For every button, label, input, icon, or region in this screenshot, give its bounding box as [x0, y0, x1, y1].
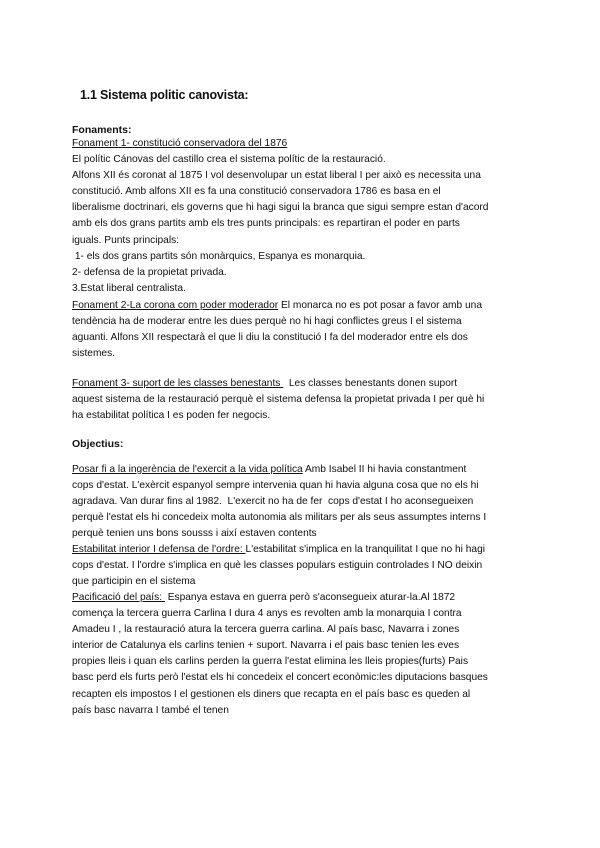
- paragraph-line: Amadeu I , la restauració atura la tercera guerra carlina. Al país basc, Navarra i zones: [72, 624, 460, 636]
- paragraph-line: cops d'estat. I l'ordre s'implica en què les classes populars estiguin controlades I NO deixin: [72, 560, 483, 572]
- objectius-heading: Objectius:: [72, 438, 124, 450]
- paragraph-text: Amb Isabel II hi havia constantment: [302, 464, 467, 475]
- paragraph-line: recapten els impostos I el gestionen els diners que recapta en el país basc es queden al: [72, 688, 471, 700]
- paragraph-line: ha estabilitat política I es poden fer negocis.: [72, 410, 271, 422]
- paragraph-line: constitució. Amb alfons XII es fa una constitució conservadora 1786 es basa en el: [72, 186, 441, 198]
- fonament-1-section: [72, 136, 532, 297]
- fonament-2-section: [72, 298, 532, 362]
- paragraph-line: amb els dos grans partits amb els tres punts principals: es repartiran el poder en parts: [72, 218, 460, 230]
- paragraph-line: sistemes.: [72, 348, 116, 360]
- paragraph-text: Espanya estava en guerra però s'aconsegueix aturar-la.Al 1872: [164, 592, 456, 603]
- paragraph-line: perquè l'estat els hi concedeix molta autonomia als militars per als seus assumptes interns I: [72, 512, 487, 524]
- fonament-3-section: [72, 376, 532, 424]
- paragraph-line: liberalisme doctrinari, els governs que hi hagi sigui la branca que sigui sempre estan d'acord: [72, 202, 489, 214]
- paragraph-line: propies lleis i quan els carlins perden la guerra l'estat elimina les lleis propies(furts) Pais: [72, 656, 469, 668]
- paragraph-line: 2- defensa de la propietat privada.: [72, 266, 227, 278]
- paragraph-line: interior de Catalunya els carlins tenien + suport. Navarra i el pais basc tenien les eves: [72, 640, 460, 652]
- objectiu-3-title: Pacificació del país:: [72, 592, 165, 603]
- paragraph-line: agradava. Van durar fins al 1982. L'exercit no ha de fer cops d'estat I ho aconsegueixen: [72, 496, 474, 508]
- paragraph-line: Alfons XII és coronat al 1875 I vol desenvolupar un estat liberal I per això es necessita una: [72, 170, 481, 182]
- paragraph-line: país basc navarra I també el tenen: [72, 704, 229, 716]
- objectiu-2-section: [72, 542, 532, 590]
- paragraph-line: El polític Cánovas del castillo crea el sistema polític de la restauració.: [72, 154, 386, 166]
- paragraph-text: El monarca no es pot posar a favor amb una: [278, 300, 483, 311]
- paragraph-line: aguanti. Alfons XII respectarà el que li diu la constitució I fa del moderador entre els dos: [72, 332, 468, 344]
- paragraph-line: basc perd els furts però l'estat els hi concedeix el concert econòmic:les diputacions basques: [72, 672, 488, 684]
- objectiu-3-section: [72, 590, 532, 719]
- fonament-2-title: Fonament 2-La corona com poder moderador: [72, 300, 279, 311]
- objectiu-1-section: [72, 462, 532, 542]
- paragraph-line: que participin en el sistema: [72, 576, 196, 588]
- paragraph-line: perquè tenien uns bons sousss i així estaven contents: [72, 528, 317, 540]
- fonament-1-title: Fonament 1- constitució conservadora del 1876: [72, 138, 288, 149]
- paragraph-line: comença la tercera guerra Carlina I dura 4 anys es revolten amb la monarquia I contra: [72, 608, 462, 620]
- paragraph-line: cops d'estat. L'exèrcit espanyol sempre intervenia quan hi havia alguna cosa que no els hi: [72, 480, 479, 492]
- paragraph-line: tendència ha de moderar entre les dues perquè no hi hagi conflictes greus I el sistema: [72, 316, 462, 328]
- fonaments-heading: Fonaments:: [72, 124, 132, 136]
- paragraph-text: L'estabilitat s'implica en la tranquilitat I que no hi hagi: [245, 544, 486, 555]
- objectiu-2-title: Estabilitat interior I defensa de l'ordre:: [72, 544, 246, 555]
- objectiu-1-title: Posar fi a la ingerència de l'exercit a la vida política: [72, 464, 303, 475]
- paragraph-line: iguals. Punts principals:: [72, 234, 180, 246]
- paragraph-text: Les classes benestants donen suport: [283, 378, 458, 389]
- fonament-3-title: Fonament 3- suport de les classes benestants: [72, 378, 284, 389]
- page-title: 1.1 Sistema politic canovista:: [80, 88, 249, 102]
- paragraph-line: aquest sistema de la restauració perquè el sistema defensa la propietat privada I per què hi: [72, 394, 485, 406]
- paragraph-line: 3.Estat liberal centralista.: [72, 282, 186, 294]
- paragraph-line: 1- els dos grans partits són monàrquics, Espanya es monarquia.: [72, 250, 366, 262]
